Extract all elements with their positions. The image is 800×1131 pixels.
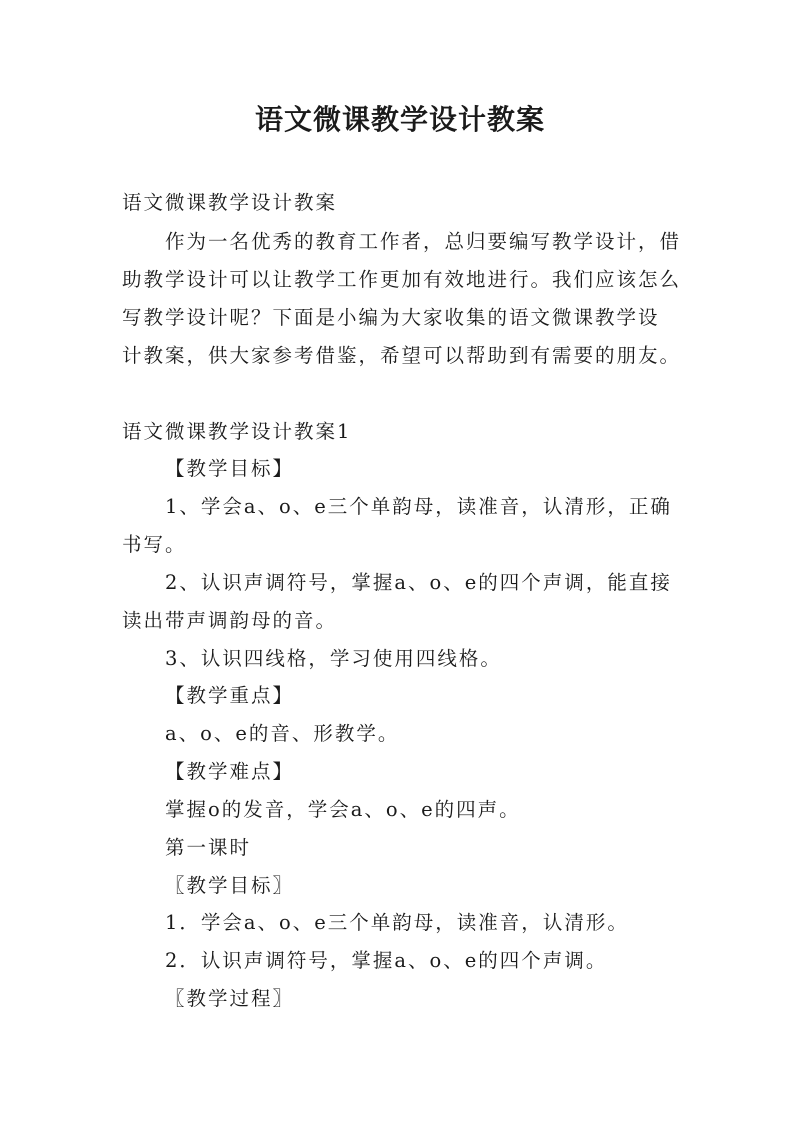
- goal-2-line-2: 读出带声调韵母的音。: [122, 609, 338, 632]
- subtitle-line: 语文微课教学设计教案: [122, 191, 338, 214]
- heading-teaching-goals: 【教学目标】: [165, 457, 295, 480]
- document-title: 语文微课教学设计教案: [254, 103, 545, 136]
- lesson-first-period: 第一课时: [165, 836, 252, 859]
- heading-period-goals: 〖教学目标〗: [165, 874, 295, 897]
- goal-3: 3、认识四线格，学习使用四线格。: [165, 647, 502, 670]
- period-goal-2: 2．认识声调符号，掌握a、o、e的四个声调。: [165, 949, 608, 972]
- intro-line-1: 作为一名优秀的教育工作者，总归要编写教学设计，借: [165, 230, 682, 253]
- intro-line-2: 助教学设计可以让教学工作更加有效地进行。我们应该怎么: [122, 268, 682, 291]
- intro-line-4: 计教案，供大家参考借鉴，希望可以帮助到有需要的朋友。: [122, 344, 682, 367]
- goal-1-line-1: 1、学会a、o、e三个单韵母，读准音，认清形，正确: [165, 495, 672, 518]
- heading-key-points: 【教学重点】: [165, 684, 295, 707]
- key-points-text: a、o、e的音、形教学。: [165, 722, 400, 745]
- section-heading: 语文微课教学设计教案1: [122, 420, 352, 443]
- intro-line-3: 写教学设计呢？下面是小编为大家收集的语文微课教学设: [122, 306, 660, 329]
- goal-1-line-2: 书写。: [122, 533, 187, 556]
- period-goal-1: 1．学会a、o、e三个单韵母，读准音，认清形。: [165, 911, 629, 934]
- difficulties-text: 掌握o的发音，学会a、o、e的四声。: [165, 798, 521, 821]
- heading-teaching-process: 〖教学过程〗: [165, 987, 295, 1010]
- goal-2-line-1: 2、认识声调符号，掌握a、o、e的四个声调，能直接: [165, 571, 672, 594]
- heading-difficulties: 【教学难点】: [165, 760, 295, 783]
